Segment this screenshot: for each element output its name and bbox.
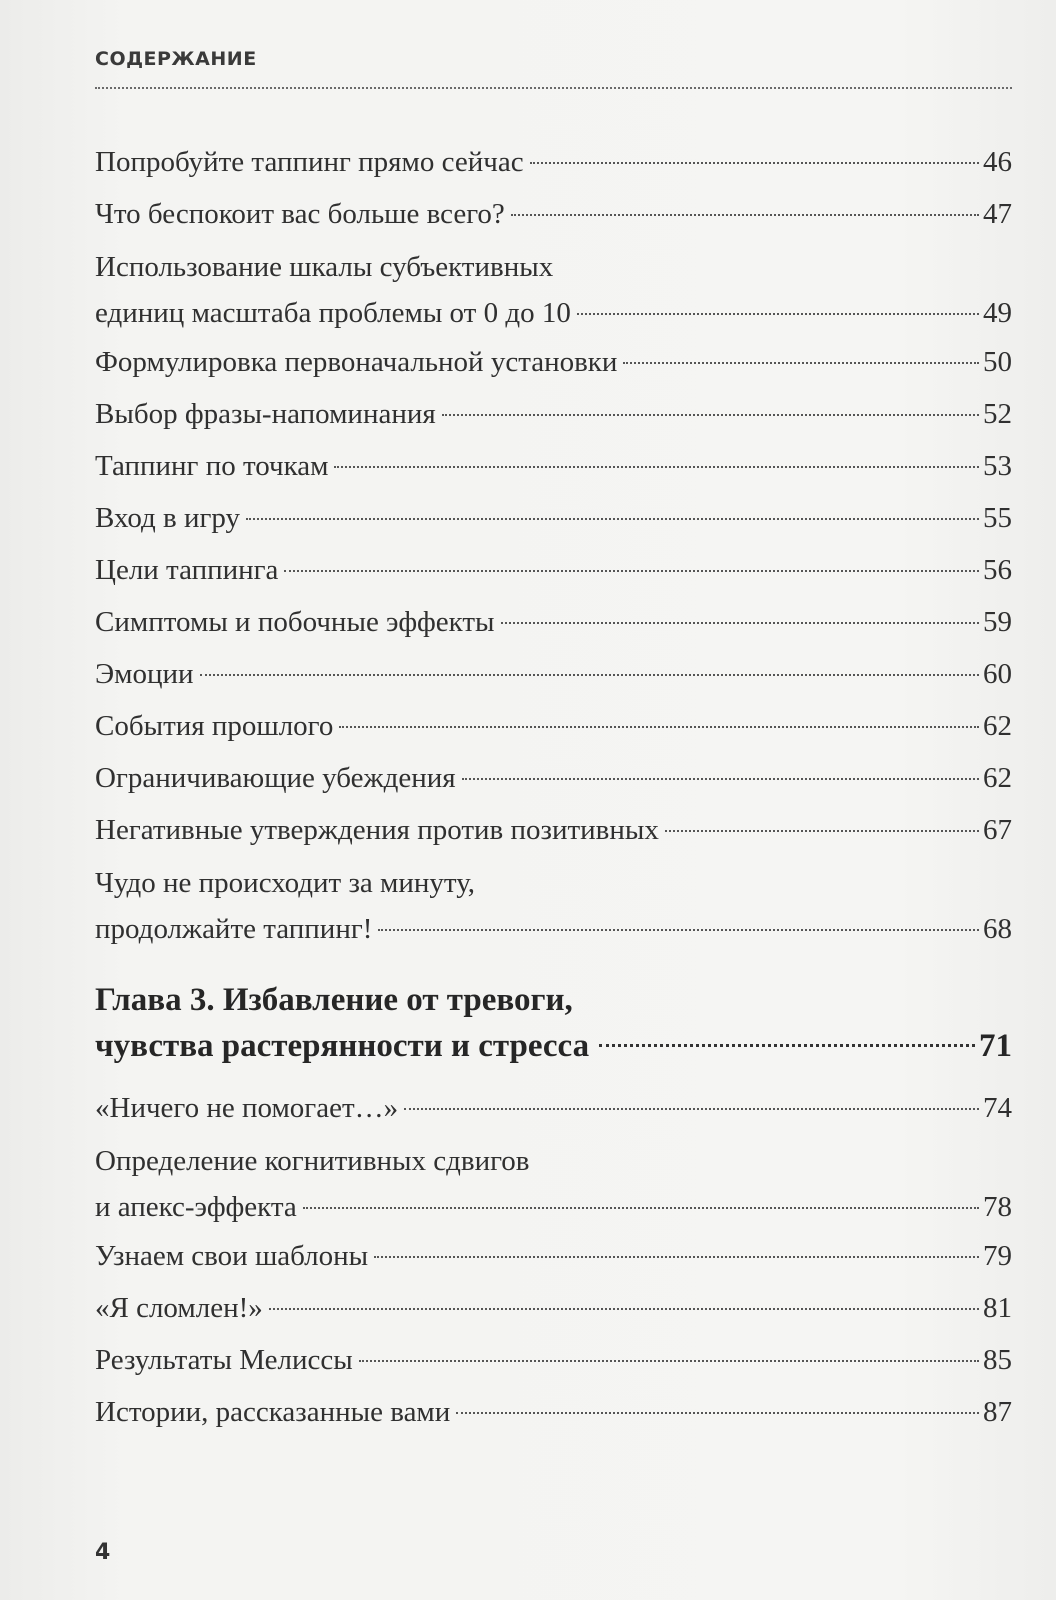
toc-entry[interactable] <box>95 494 1012 546</box>
leader-dots <box>456 1412 979 1414</box>
toc-entry[interactable] <box>95 1284 1012 1336</box>
toc-entry-title: Узнаем свои шаблоны <box>95 1240 369 1272</box>
toc-entry-title-line2: продолжайте таппинг! <box>95 913 373 945</box>
toc-entry-title-line1: Определение когнитивных сдвигов <box>95 1145 530 1177</box>
toc-entry[interactable] <box>95 242 1012 338</box>
toc-entry-page: 62 <box>983 762 1012 794</box>
toc-entry[interactable] <box>95 858 1012 954</box>
toc-entry-title-line1: Чудо не происходит за минуту, <box>95 867 476 899</box>
toc-entry-page: 49 <box>983 297 1012 329</box>
section-gap <box>95 954 1012 972</box>
toc-entry-title: Что беспокоит вас больше всего? <box>95 198 505 230</box>
running-title: СОДЕРЖАНИЕ <box>95 48 257 70</box>
leader-dots <box>269 1308 979 1310</box>
toc-entry[interactable] <box>95 1232 1012 1284</box>
leader-dots <box>284 570 979 572</box>
leader-dots <box>339 726 979 728</box>
toc-entry-page: 50 <box>983 346 1012 378</box>
toc-entry-title: Ограничивающие убеждения <box>95 762 456 794</box>
toc-entry-page: 46 <box>983 146 1012 178</box>
toc-entry[interactable] <box>95 390 1012 442</box>
leader-dots <box>200 674 979 676</box>
leader-dots <box>303 1207 979 1209</box>
leader-dots <box>665 830 979 832</box>
toc-entry-title: Выбор фразы-напоминания <box>95 398 436 430</box>
header-dotted-rule <box>95 87 1012 89</box>
toc-entry-title: Попробуйте таппинг прямо сейчас <box>95 146 524 178</box>
chapter-title-line1: Глава 3. Избавление от тревоги, <box>95 982 573 1018</box>
toc-entry-page: 78 <box>983 1191 1012 1223</box>
toc-entry[interactable] <box>95 338 1012 390</box>
leader-dots <box>374 1256 979 1258</box>
toc-entry[interactable] <box>95 190 1012 242</box>
leader-dots <box>462 778 979 780</box>
toc-entry[interactable] <box>95 1136 1012 1232</box>
leader-dots <box>334 466 979 468</box>
leader-dots <box>511 214 979 216</box>
toc-entry-title: Эмоции <box>95 658 194 690</box>
toc-entry-page: 52 <box>983 398 1012 430</box>
toc-entry-title-line2: единиц масштаба проблемы от 0 до 10 <box>95 297 571 329</box>
chapter-heading[interactable] <box>95 972 1012 1084</box>
toc-entry-title: События прошлого <box>95 710 334 742</box>
toc-entry[interactable] <box>95 1336 1012 1388</box>
toc-entry[interactable] <box>95 1084 1012 1136</box>
toc-entry-page: 68 <box>983 913 1012 945</box>
toc-entry-title-line1: Использование шкалы субъективных <box>95 251 554 283</box>
toc-entry-title: Негативные утверждения против позитивных <box>95 814 659 846</box>
toc-entry-page: 47 <box>983 198 1012 230</box>
toc-entry-page: 60 <box>983 658 1012 690</box>
toc-entry-page: 87 <box>983 1396 1012 1428</box>
toc-entry-title: Истории, рассказанные вами <box>95 1396 451 1428</box>
toc-entry-title: «Ничего не помогает…» <box>95 1092 399 1124</box>
toc-entry-title: Симптомы и побочные эффекты <box>95 606 495 638</box>
toc-entry-title: Вход в игру <box>95 502 240 534</box>
leader-dots <box>599 1044 975 1047</box>
toc-entry[interactable] <box>95 598 1012 650</box>
leader-dots <box>378 929 979 931</box>
leader-dots <box>359 1360 979 1362</box>
toc-entry-page: 59 <box>983 606 1012 638</box>
toc-entry-page: 79 <box>983 1240 1012 1272</box>
toc-entry-page: 67 <box>983 814 1012 846</box>
toc-entry[interactable] <box>95 650 1012 702</box>
toc-entry-page: 53 <box>983 450 1012 482</box>
chapter-page: 71 <box>979 1028 1012 1064</box>
toc-entry-page: 55 <box>983 502 1012 534</box>
toc-entry-page: 74 <box>983 1092 1012 1124</box>
page-number: 4 <box>95 1540 111 1565</box>
leader-dots <box>404 1108 979 1110</box>
leader-dots <box>501 622 980 624</box>
toc-entry[interactable] <box>95 546 1012 598</box>
toc-entry-title: «Я сломлен!» <box>95 1292 263 1324</box>
toc-entry-title: Результаты Мелиссы <box>95 1344 353 1376</box>
toc-entry-title: Таппинг по точкам <box>95 450 329 482</box>
table-of-contents <box>95 138 1012 1440</box>
toc-entry-page: 81 <box>983 1292 1012 1324</box>
toc-entry-title: Формулировка первоначальной установки <box>95 346 618 378</box>
toc-entry-title: Цели таппинга <box>95 554 279 586</box>
leader-dots <box>442 414 979 416</box>
toc-entry-title-line2: и апекс-эффекта <box>95 1191 297 1223</box>
leader-dots <box>246 518 979 520</box>
toc-entry[interactable] <box>95 138 1012 190</box>
toc-entry-page: 56 <box>983 554 1012 586</box>
leader-dots <box>530 162 979 164</box>
leader-dots <box>623 362 979 364</box>
toc-entry[interactable] <box>95 702 1012 754</box>
toc-entry-page: 62 <box>983 710 1012 742</box>
toc-entry-page: 85 <box>983 1344 1012 1376</box>
toc-entry[interactable] <box>95 442 1012 494</box>
toc-entry[interactable] <box>95 806 1012 858</box>
toc-entry[interactable] <box>95 1388 1012 1440</box>
leader-dots <box>577 313 979 315</box>
toc-entry[interactable] <box>95 754 1012 806</box>
chapter-title-line2: чувства растерянности и стресса <box>95 1028 590 1064</box>
